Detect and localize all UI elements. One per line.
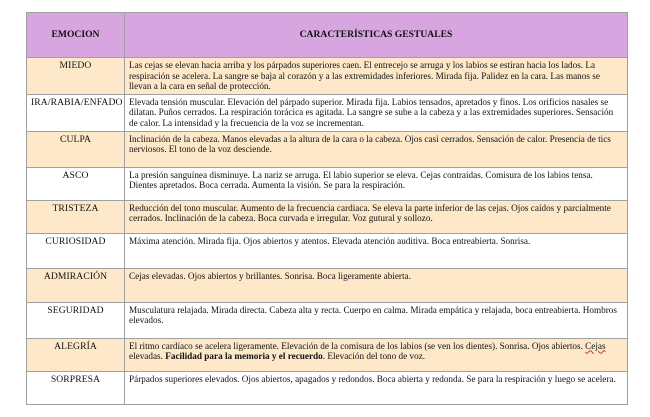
description-cell: Elevada tensión muscular. Elevación del párpado superior. Mirada fija. Labios tensados, apretados y finos. Los orificios nasales se dilatan. Puños cerrados. La respiración torácica es agitada. La sangre se sube a la cabeza y a las extremidades superiores. Sensación de calor. La intensidad y la frecuencia de la voz se incrementan.	[125, 94, 628, 131]
emotions-table-container	[26, 12, 627, 405]
table-row	[27, 200, 628, 233]
misspelled-word: Cejas	[585, 340, 606, 351]
table-row	[27, 371, 628, 404]
emotion-cell: ASCO	[27, 167, 125, 200]
emotion-cell: IRA/RABIA/ENFADO	[27, 94, 125, 131]
description-text: El ritmo cardíaco se acelera ligeramente. Elevación de la comisura de los labios (se ven los dientes). Sonrisa. Ojos abiertos.	[129, 340, 586, 351]
emotion-cell: CURIOSIDAD	[27, 233, 125, 268]
emotion-cell: MIEDO	[27, 58, 125, 95]
emotion-cell: SEGURIDAD	[27, 302, 125, 338]
description-cell	[125, 338, 628, 371]
table-row	[27, 58, 628, 95]
emotion-cell: TRISTEZA	[27, 200, 125, 233]
table-row	[27, 167, 628, 200]
header-characteristics: CARACTERÍSTICAS GESTUALES	[125, 13, 628, 58]
description-text: elevadas.	[129, 351, 166, 362]
description-cell: Reducción del tono muscular. Aumento de la frecuencia cardiaca. Se eleva la parte inferior de las cejas. Ojos caídos y parcialmente cerrados. Inclinación de la cabeza. Boca curvada e irregular. Voz gutural y sollozo.	[125, 200, 628, 233]
header-emotion: EMOCION	[27, 13, 125, 58]
table-row	[27, 131, 628, 167]
header-row	[27, 13, 628, 58]
table-row	[27, 302, 628, 338]
table-row	[27, 94, 628, 131]
table-row	[27, 233, 628, 268]
description-cell: Máxima atención. Mirada fija. Ojos abiertos y atentos. Elevada atención auditiva. Boca entreabierta. Sonrisa.	[125, 233, 628, 268]
description-cell: Las cejas se elevan hacia arriba y los párpados superiores caen. El entrecejo se arruga y los labios se estiran hacia los lados. La respiración se acelera. La sangre se baja al corazón y a las extremidades inferiores. Mirada fija. Palidez en la cara. Las manos se llevan a la cara en señal de protección.	[125, 58, 628, 95]
description-cell: Cejas elevadas. Ojos abiertos y brillantes. Sonrisa. Boca ligeramente abierta.	[125, 268, 628, 302]
table-row	[27, 268, 628, 302]
emotion-cell: ALEGRÍA	[27, 338, 125, 371]
bold-phrase: Facilidad para la memoria y el recuerdo	[165, 351, 323, 362]
description-text: . Elevación del tono de voz.	[322, 351, 426, 362]
description-cell: Inclinación de la cabeza. Manos elevadas a la altura de la cara o la cabeza. Ojos casi cerrados. Sensación de calor. Presencia de tics nerviosos. El tono de la voz desciende.	[125, 131, 628, 167]
table-row	[27, 338, 628, 371]
emotion-cell: CULPA	[27, 131, 125, 167]
emotions-table	[26, 12, 628, 405]
description-cell: Musculatura relajada. Mirada directa. Cabeza alta y recta. Cuerpo en calma. Mirada empática y relajada, boca entreabierta. Hombros elevados.	[125, 302, 628, 338]
emotion-cell: SORPRESA	[27, 371, 125, 404]
description-cell: Párpados superiores elevados. Ojos abiertos, apagados y redondos. Boca abierta y redonda. Se para la respiración y luego se acelera.	[125, 371, 628, 404]
emotion-cell: ADMIRACIÓN	[27, 268, 125, 302]
description-cell: La presión sanguínea disminuye. La nariz se arruga. El labio superior se eleva. Cejas contraídas. Comisura de los labios tensa. Dientes apretados. Boca cerrada. Aumenta la visión. Se para la respiración.	[125, 167, 628, 200]
